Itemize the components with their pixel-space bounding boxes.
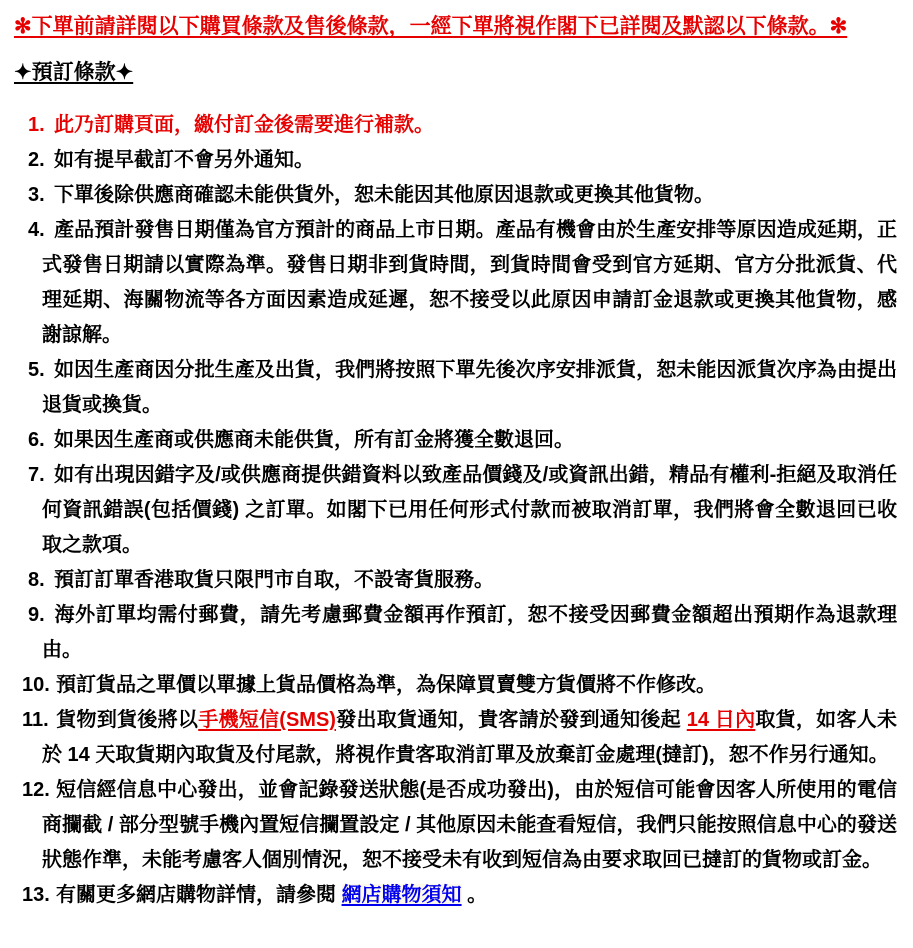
term-number: 6. (28, 429, 45, 451)
term-item-1 (14, 108, 897, 143)
term-item-6 (14, 423, 897, 458)
term-text: 海外訂單均需付郵費，請先考慮郵費金額再作預訂，恕不接受因郵費金額超出預期作為退款理由。 (42, 604, 897, 661)
term-text: 如有出現因錯字及/或供應商提供錯資料以致產品價錢及/或資訊出錯，精品有權利-拒絕及取消任何資訊錯誤(包括價錢) 之訂單。如閣下已用任何形式付款而被取消訂單，我們將會全數退回已收取之款項。 (42, 464, 897, 556)
term-item-11 (14, 703, 897, 773)
term-number: 13. (22, 884, 50, 906)
term-text: 如因生產商因分批生產及出貨，我們將按照下單先後次序安排派貨，恕未能因派貨次序為由提出退貨或換貨。 (42, 359, 897, 416)
terms-list (14, 108, 897, 913)
term-item-10 (14, 668, 897, 703)
term-text: 。 (461, 884, 488, 906)
term-number: 1. (28, 114, 45, 136)
term-text: 取貨，如客人未於 14 天取貨期內取貨及付尾款，將視作貴客取消訂單及放棄訂金處理(撻訂)，恕不作另行通知。 (42, 709, 898, 766)
term-number: 11. (22, 709, 49, 731)
term-item-13 (14, 878, 897, 913)
term-text: 此乃訂購頁面，繳付訂金後需要進行補款。 (54, 114, 434, 136)
term-text: 預訂貨品之單價以單據上貨品價格為準，為保障買賣雙方貨價將不作修改。 (56, 674, 716, 696)
term-number: 9. (28, 604, 45, 626)
term-number: 5. (28, 359, 45, 381)
term-number: 4. (28, 219, 45, 241)
term-number: 2. (28, 149, 45, 171)
term-item-9 (14, 598, 897, 668)
term-number: 7. (28, 464, 45, 486)
pre-order-notice-banner: ✻下單前請詳閱以下購買條款及售後條款，一經下單將視作閣下已詳閱及默認以下條款。✻ (14, 15, 848, 38)
term-text: 產品預計發售日期僅為官方預計的商品上市日期。產品有機會由於生產安排等原因造成延期，正式發售日期請以實際為準。發售日期非到貨時間，到貨時間會受到官方延期、官方分批派貨、代理延期、海關物流等各方面因素造成延遲，恕不接受以此原因申請訂金退款或更換其他貨物，感謝諒解。 (42, 219, 897, 346)
term-text: 貨物到貨後將以 (56, 709, 199, 731)
store-shopping-guide-link[interactable]: 網店購物須知 (341, 884, 462, 906)
term-item-8 (14, 563, 897, 598)
term-item-2 (14, 143, 897, 178)
term-number: 10. (22, 674, 50, 696)
section-title-preorder-terms: ✦預訂條款✦ (14, 61, 134, 84)
term-number: 8. (28, 569, 45, 591)
term-text: 有關更多網店購物詳情，請參閱 (56, 884, 342, 906)
term-number: 12. (22, 779, 50, 801)
term-text: 如有提早截訂不會另外通知。 (54, 149, 314, 171)
term-text: 如果因生產商或供應商未能供貨，所有訂金將獲全數退回。 (54, 429, 574, 451)
term-text: 預訂訂單香港取貨只限門市自取，不設寄貨服務。 (54, 569, 494, 591)
term-item-7 (14, 458, 897, 563)
term-text: 短信經信息中心發出，並會記錄發送狀態(是否成功發出)，由於短信可能會因客人所使用的電信商攔截 / 部分型號手機內置短信攔置設定 / 其他原因未能查看短信，我們只能按照信息中心的發送狀態作準，未能考慮客人個別情況，恕不接受未有收到短信為由要求取回已撻訂的貨物或訂金。 (42, 779, 897, 871)
term-text: 下單後除供應商確認未能供貨外，恕未能因其他原因退款或更換其他貨物。 (54, 184, 714, 206)
term-text: 發出取貨通知，貴客請於發到通知後起 (335, 709, 687, 731)
term-item-12 (14, 773, 897, 878)
term-item-4 (14, 213, 897, 353)
sms-notice-highlight: 手機短信(SMS) (198, 709, 336, 731)
term-item-5 (14, 353, 897, 423)
term-item-3 (14, 178, 897, 213)
term-number: 3. (28, 184, 45, 206)
pickup-deadline-highlight: 14 日內 (686, 709, 756, 731)
